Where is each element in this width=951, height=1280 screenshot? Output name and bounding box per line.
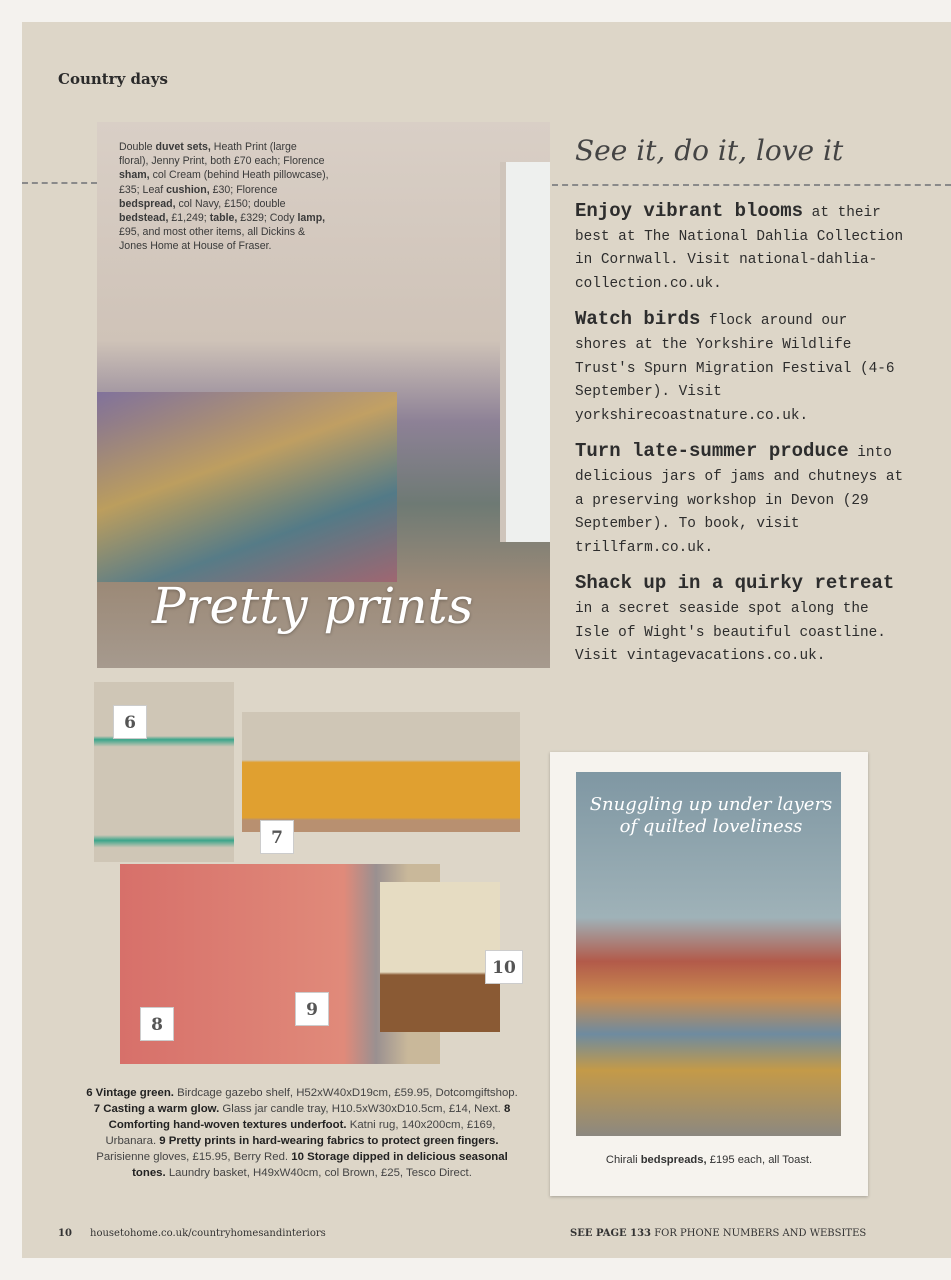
product-number: 9 [295,992,329,1026]
see-rest: FOR PHONE NUMBERS AND WEBSITES [651,1228,867,1239]
text: £1,249; [168,212,210,225]
divider [552,184,951,186]
bold-text: sham, [119,169,150,182]
laundry-basket-image [380,882,500,1032]
products-caption [82,1085,522,1181]
product-number: 7 [260,820,294,854]
sidebar-items [575,200,905,681]
text: Double [119,141,156,153]
quilt-photo [576,772,841,1136]
text: col Navy, £150; double [175,197,286,210]
bedroom-photo [97,122,550,668]
item-text: at their best at The National Dahlia Collection in Cornwall. Visit national-dahlia-collection.co.uk. [575,205,904,292]
text: £95, and most other items, all Dickins & Jones Home at House of Fraser. [119,226,306,253]
product-number: 8 [140,1007,174,1041]
footer-url[interactable]: housetohome.co.uk/countryhomesandinteriors [90,1228,326,1239]
item-text: in a secret seaside spot along the Isle of Wight's beautiful coastline. Visit vintagevacations.co.uk. [575,600,886,665]
sidebar-title: See it, do it, love it [575,134,844,167]
card-caption [550,1154,868,1166]
bold-text: duvet sets, [155,141,211,153]
text: col Cream (behind Heath pillowcase), £35; Leaf [119,169,329,196]
text: Heath Print (large floral), Jenny Print, both £70 each; Florence [119,141,325,168]
bold-text: 10 Storage dipped in delicious seasonal tones. [132,1151,508,1179]
text: Laundry basket, H49xW40cm, col Brown, £25, Tesco Direct. [165,1167,472,1179]
text: £329; Cody [237,212,298,225]
window [500,162,550,542]
caption-text: Chirali [605,1154,641,1166]
item-text: flock around our shores at the Yorkshire Wildlife Trust's Spurn Migration Festival (4-6 September). Visit yorkshirecoastnature.co.uk. [575,313,895,424]
caption-bold: bedspreads, [640,1154,707,1166]
bold-text: 8 Comforting hand-woven textures underfoot. [108,1103,511,1131]
bold-text: table, [209,212,238,225]
item-text: into delicious jars of jams and chutneys at a preserving workshop in Devon (29 September). To book, visit trillfarm.co.uk. [575,445,904,556]
text: £30; Florence [209,183,278,196]
sidebar-item [575,572,905,668]
text: Birdcage gazebo shelf, H52xW40xD19cm, £59.95, Dotcomgiftshop. [173,1087,518,1099]
sidebar-item [575,308,905,428]
card-script: Snuggling up under layers of quilted loveliness [589,794,833,837]
text: Katni rug, 140x200cm, £169, Urbanara. [105,1119,496,1147]
see-page: SEE PAGE 133 [570,1228,652,1239]
footer-note [570,1228,866,1239]
caption-text: £195 each, all Toast. [706,1154,813,1166]
item-lead: Enjoy vibrant blooms [575,200,804,222]
bed-image [97,392,397,582]
quilt-card [550,752,868,1196]
item-lead: Turn late-summer produce [575,440,849,463]
bold-text: 9 Pretty prints in hard-wearing fabrics to protect green fingers. [159,1135,499,1147]
bold-text: 6 Vintage green. [86,1087,174,1099]
feature-headline: Pretty prints [152,577,474,635]
bold-text: bedspread, [119,197,176,210]
sidebar-item [575,200,905,296]
text: Glass jar candle tray, H10.5xW30xD10.5cm, £14, Next. [219,1103,504,1115]
bold-text: bedstead, [119,212,169,225]
product-number: 10 [485,950,523,984]
item-lead: Watch birds [575,308,701,331]
magazine-page [22,22,951,1258]
page-number: 10 [58,1228,72,1239]
photo-caption [119,140,329,254]
product-number: 6 [113,705,147,739]
sidebar-item [575,440,905,560]
bold-text: 7 Casting a warm glow. [93,1103,220,1115]
text: Parisienne gloves, £15.95, Berry Red. [96,1151,292,1163]
bold-text: lamp, [297,212,326,225]
candle-tray-image [242,712,520,832]
divider [22,182,97,184]
bold-text: cushion, [166,183,210,196]
section-title: Country days [58,70,168,88]
item-lead: Shack up in a quirky retreat [575,572,895,595]
